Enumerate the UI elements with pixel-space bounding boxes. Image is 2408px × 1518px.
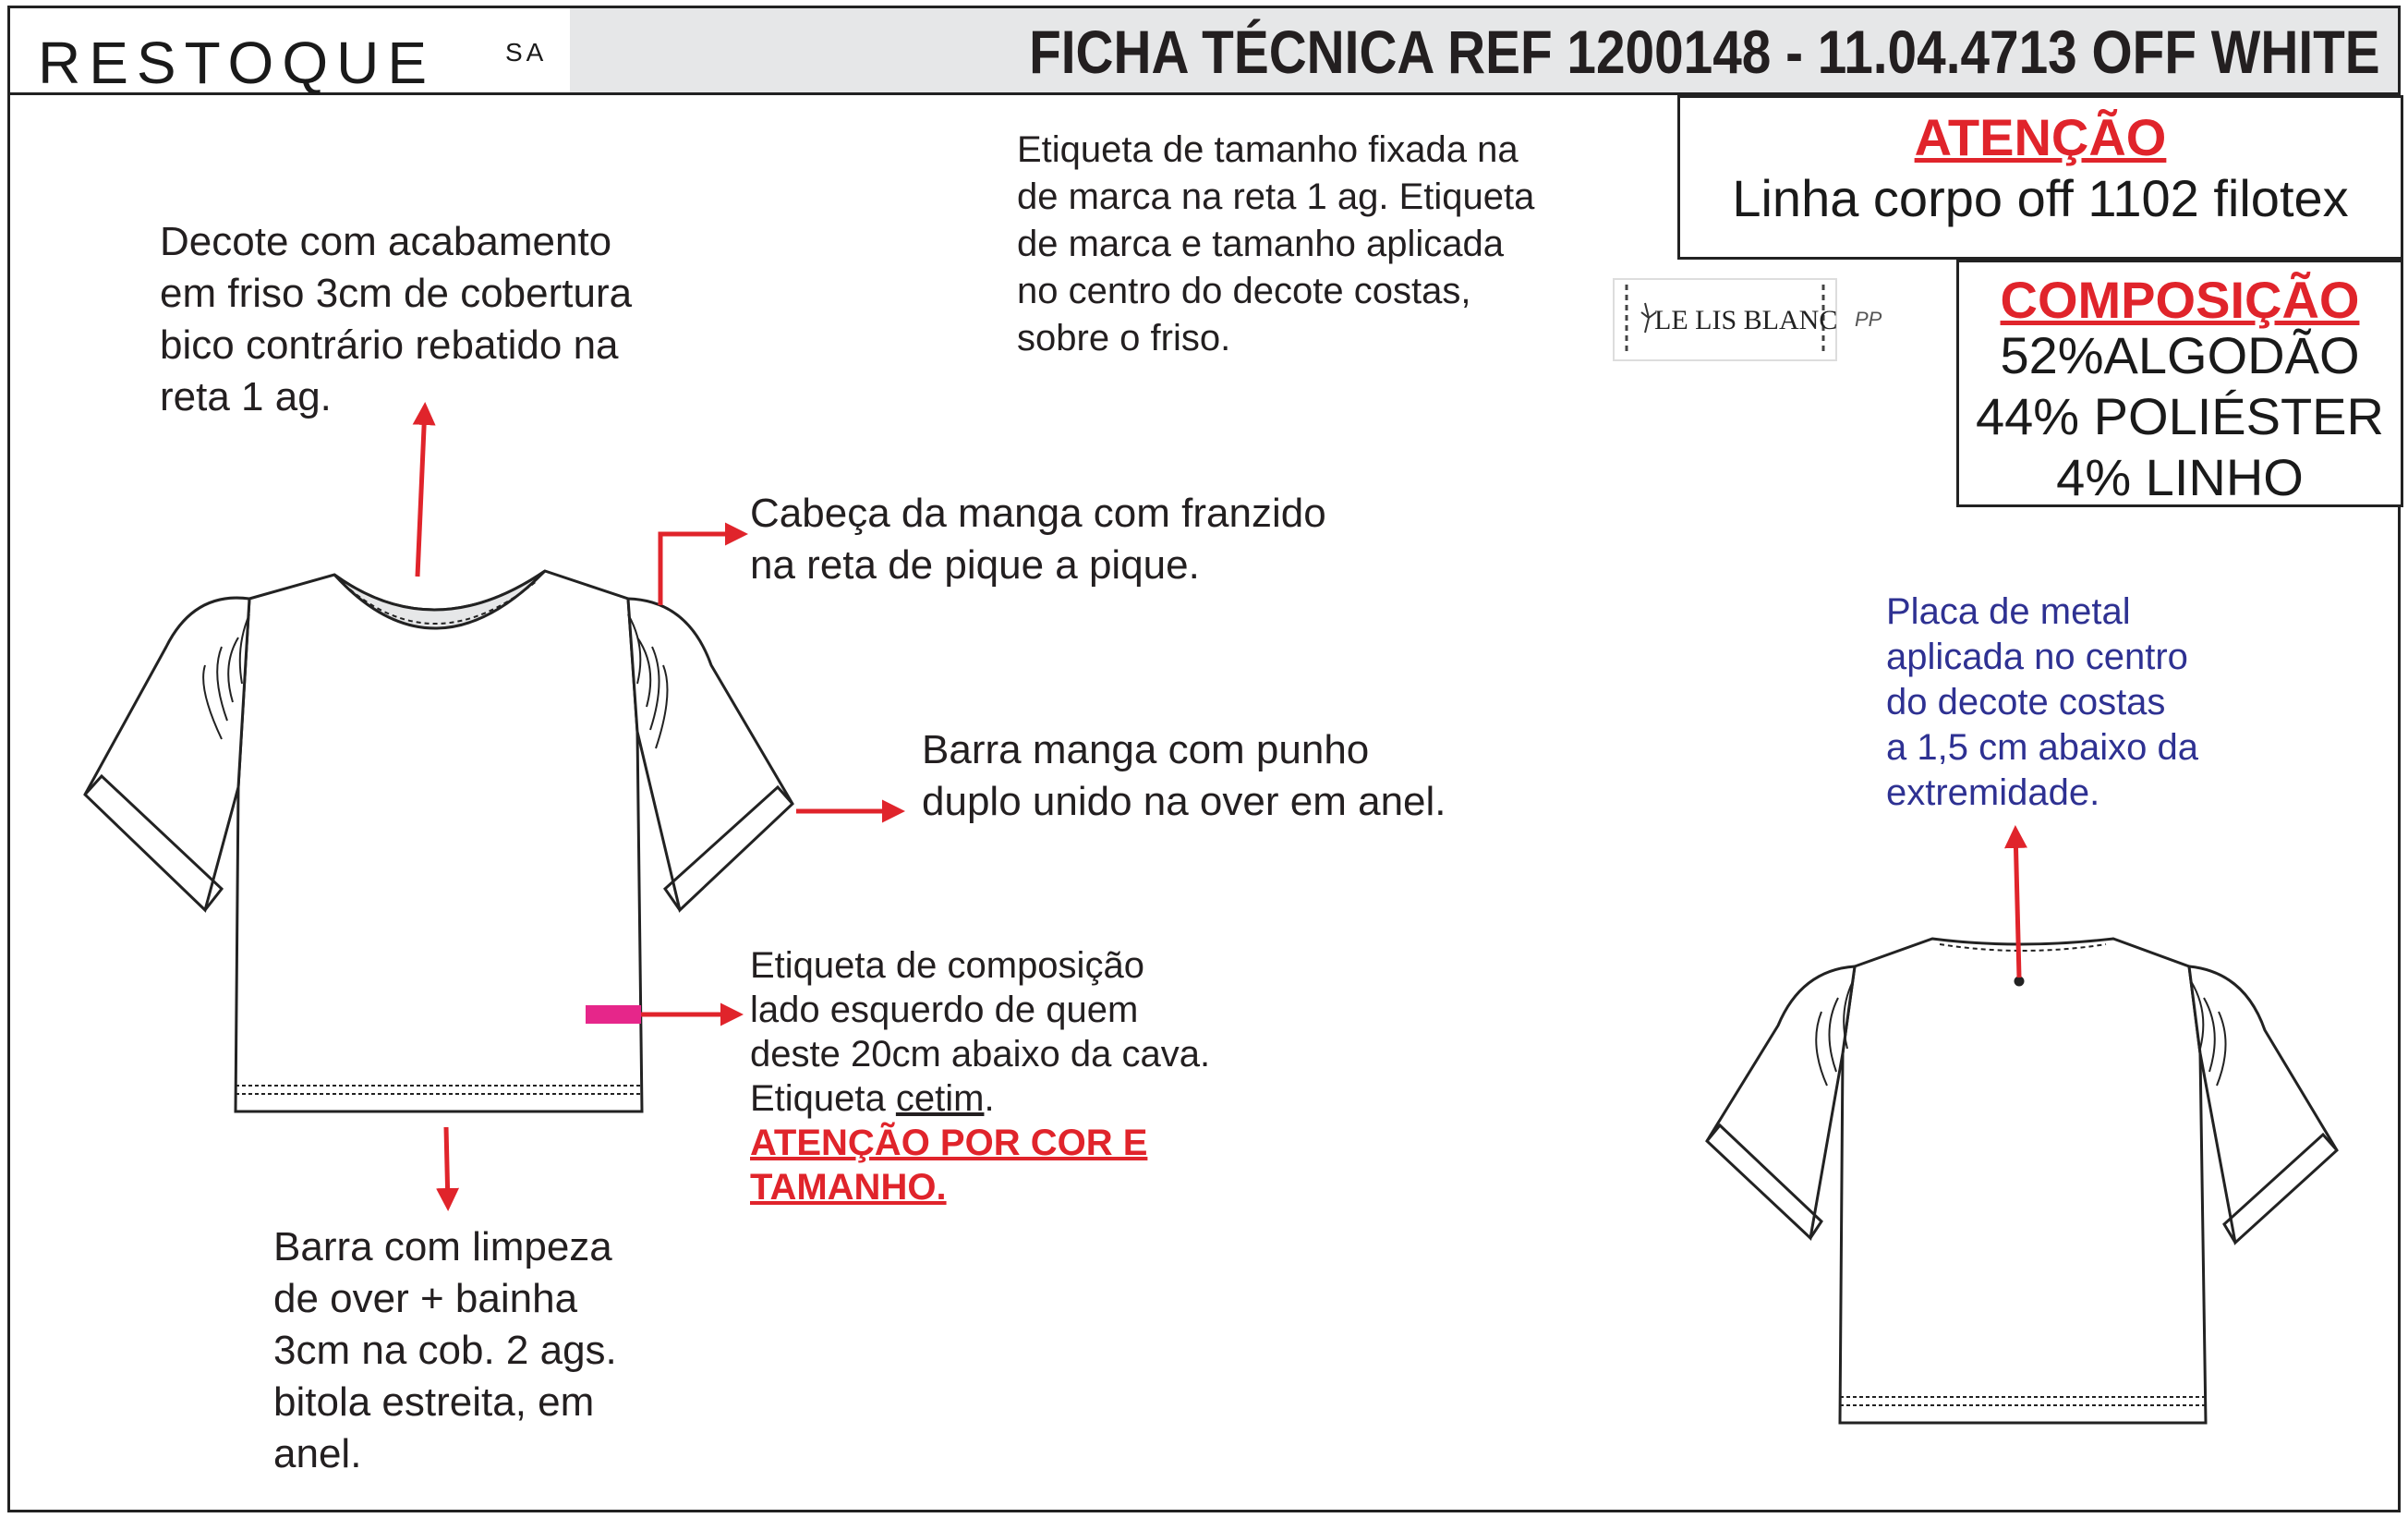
note-line: duplo unido na over em anel. bbox=[922, 779, 1446, 824]
note-line: deste 20cm abaixo da cava. bbox=[750, 1034, 1211, 1075]
note-line: de over + bainha bbox=[273, 1276, 578, 1321]
arrow-icon bbox=[446, 1127, 448, 1207]
page-title: FICHA TÉCNICA REF 1200148 - 11.04.4713 OFF WHITE bbox=[1029, 18, 2380, 86]
attention-title: ATENÇÃO bbox=[1914, 108, 2167, 166]
note-line: aplicada no centro bbox=[1886, 637, 2188, 677]
note-line: do decote costas bbox=[1886, 682, 2166, 723]
note-text: cetim bbox=[895, 1078, 985, 1119]
logo-suffix: SA bbox=[505, 38, 548, 67]
note-line: em friso 3cm de cobertura bbox=[160, 271, 633, 316]
arrow-icon bbox=[417, 407, 425, 577]
back-garment-sketch bbox=[1707, 939, 2337, 1423]
metal-plate-mark bbox=[2015, 978, 2023, 985]
note-line: Cabeça da manga com franzido bbox=[750, 491, 1326, 536]
composition-title: COMPOSIÇÃO bbox=[2000, 271, 2360, 329]
size-label-text: PP bbox=[1855, 308, 1882, 331]
note-line: Etiqueta de tamanho fixada na bbox=[1017, 129, 1519, 170]
composition-label-mark bbox=[586, 1005, 641, 1024]
brand-label-text: LE LIS BLANC bbox=[1654, 305, 1838, 335]
note-line: na reta de pique a pique. bbox=[750, 542, 1200, 588]
composition-line: 52%ALGODÃO bbox=[2000, 326, 2360, 384]
note-line: de marca na reta 1 ag. Etiqueta bbox=[1017, 176, 1535, 217]
note-line: extremidade. bbox=[1886, 772, 2100, 813]
note-line: Barra manga com punho bbox=[922, 727, 1370, 772]
attention-text: Linha corpo off 1102 filotex bbox=[1732, 169, 2349, 227]
warning-line: ATENÇÃO POR COR E bbox=[750, 1123, 1148, 1163]
note-line: Etiqueta de composição bbox=[750, 945, 1144, 986]
note-text: Etiqueta bbox=[750, 1078, 896, 1119]
warning-line: TAMANHO. bbox=[750, 1167, 947, 1208]
composition-line: 44% POLIÉSTER bbox=[1976, 387, 2384, 445]
note-text: . bbox=[984, 1078, 995, 1119]
note-line: sobre o friso. bbox=[1017, 318, 1231, 358]
note-line: bitola estreita, em bbox=[273, 1379, 595, 1425]
note-line: Placa de metal bbox=[1886, 591, 2131, 632]
note-line: reta 1 ag. bbox=[160, 374, 332, 419]
note-line: anel. bbox=[273, 1431, 362, 1476]
note-line: a 1,5 cm abaixo da bbox=[1886, 727, 2198, 768]
note-line: no centro do decote costas, bbox=[1017, 271, 1471, 311]
note-line: bico contrário rebatido na bbox=[160, 322, 619, 368]
composition-line: 4% LINHO bbox=[2056, 448, 2304, 506]
note-line: Barra com limpeza bbox=[273, 1224, 612, 1269]
note-line: de marca e tamanho aplicada bbox=[1017, 224, 1504, 264]
note-line: lado esquerdo de quem bbox=[750, 990, 1139, 1030]
logo-text: RESTOQUE bbox=[38, 30, 435, 96]
arrow-icon bbox=[660, 534, 744, 605]
front-garment-sketch bbox=[85, 571, 793, 1111]
note-line: 3cm na cob. 2 ags. bbox=[273, 1328, 617, 1373]
note-line: Decote com acabamento bbox=[160, 219, 612, 264]
